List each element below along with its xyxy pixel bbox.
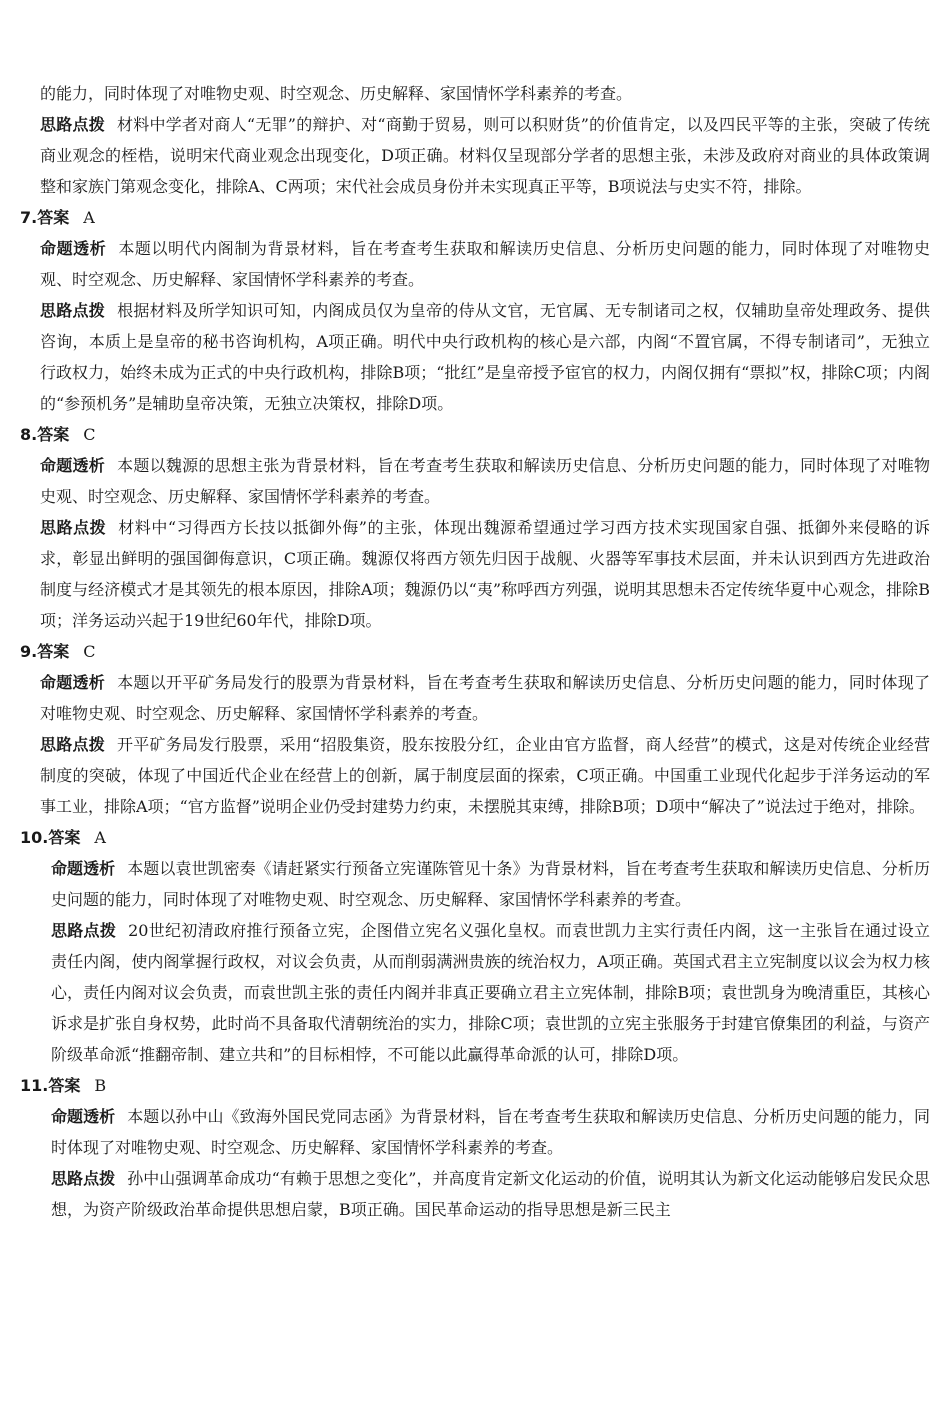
toushi-paragraph <box>20 233 930 295</box>
toushi-label: 命题透析 <box>40 456 106 475</box>
silu-paragraph <box>20 295 930 419</box>
silu-label: 思路点拨 <box>40 115 105 134</box>
toushi-label: 命题透析 <box>51 859 116 878</box>
silu-label: 思路点拨 <box>51 921 117 940</box>
intro-silu-paragraph <box>20 109 930 202</box>
answer-line <box>20 1070 930 1101</box>
silu-text: 20世纪初清政府推行预备立宪，企图借立宪名义强化皇权。而袁世凯力主实行责任内阁，这一主张旨在通过设立责任内阁，使内阁掌握行政权，对议会负责，从而削弱满洲贵族的统治权力，A项正确。英国式君主立宪制度以议会为权力核心，责任内阁对议会负责，而袁世凯主张的责任内阁并非真正要确立君主立宪体制，排除B项；袁世凯身为晚清重臣，其核心诉求是扩张自身权势，此时尚不具备取代清朝统治的实力，排除C项；袁世凯的立宪主张服务于封建官僚集团的利益，与资产阶级革命派“推翻帝制、建立共和”的目标相悖，不可能以此赢得革命派的认可，排除D项。 <box>51 921 930 1064</box>
silu-label: 思路点拨 <box>40 735 106 754</box>
toushi-label: 命题透析 <box>40 673 106 692</box>
question-11 <box>20 1070 930 1225</box>
toushi-paragraph <box>20 667 930 729</box>
answer-line <box>20 202 930 233</box>
silu-paragraph <box>20 512 930 636</box>
silu-text: 孙中山强调革命成功“有赖于思想之变化”，并高度肯定新文化运动的价值，说明其认为新文化运动能够启发民众思想，为资产阶级政治革命提供思想启蒙，B项正确。国民革命运动的指导思想是新三民主 <box>51 1169 930 1219</box>
toushi-text: 本题以魏源的思想主张为背景材料，旨在考查考生获取和解读历史信息、分析历史问题的能力，同时体现了对唯物史观、时空观念、历史解释、家国情怀学科素养的考查。 <box>40 456 930 506</box>
answer-value: A <box>83 208 95 227</box>
answer-line <box>20 419 930 450</box>
toushi-label: 命题透析 <box>51 1107 116 1126</box>
silu-paragraph <box>20 915 930 1070</box>
question-number: 11. <box>20 1076 49 1095</box>
answer-line <box>20 636 930 667</box>
silu-text: 材料中“习得西方长技以抵御外侮”的主张，体现出魏源希望通过学习西方技术实现国家自强、抵御外来侵略的诉求，彰显出鲜明的强国御侮意识，C项正确。魏源仅将西方领先归因于战舰、火器等军事技术层面，并未认识到西方先进政治制度与经济模式才是其领先的根本原因，排除A项；魏源仍以“夷”称呼西方列强，说明其思想未否定传统华夏中心观念，排除B项；洋务运动兴起于19世纪60年代，排除D项。 <box>40 518 930 630</box>
intro-block <box>20 78 930 202</box>
question-7 <box>20 202 930 419</box>
question-number: 9. <box>20 642 38 661</box>
silu-label: 思路点拨 <box>51 1169 116 1188</box>
question-number: 7. <box>20 208 38 227</box>
toushi-paragraph <box>20 853 930 915</box>
question-number: 8. <box>20 425 38 444</box>
question-10 <box>20 822 930 1070</box>
toushi-text: 本题以明代内阁制为背景材料，旨在考查考生获取和解读历史信息、分析历史问题的能力，同时体现了对唯物史观、时空观念、历史解释、家国情怀学科素养的考查。 <box>40 239 930 289</box>
answer-label: 答案 <box>48 1076 81 1095</box>
silu-paragraph <box>20 1163 930 1225</box>
silu-text: 开平矿务局发行股票，采用“招股集资，股东按股分红，企业由官方监督，商人经营”的模式，这是对传统企业经营制度的突破，体现了中国近代企业在经营上的创新，属于制度层面的探索，C项正确。中国重工业现代化起步于洋务运动的军事工业，排除A项；“官方监督”说明企业仍受封建势力约束，未摆脱其束缚，排除B项；D项中“解决了”说法过于绝对，排除。 <box>40 735 930 816</box>
answer-value: B <box>94 1076 107 1095</box>
silu-text: 根据材料及所学知识可知，内阁成员仅为皇帝的侍从文官，无官属、无专制诸司之权，仅辅助皇帝处理政务、提供咨询，本质上是皇帝的秘书咨询机构，A项正确。明代中央行政机构的核心是六部，内阁“不置官属，不得专制诸司”，无独立行政权力，始终未成为正式的中央行政机构，排除B项；“批红”是皇帝授予宦官的权力，内阁仅拥有“票拟”权，排除C项；内阁的“参预机务”是辅助皇帝决策，无独立决策权，排除D项。 <box>40 301 930 413</box>
answer-label: 答案 <box>37 642 70 661</box>
answer-label: 答案 <box>37 425 70 444</box>
answer-line <box>20 822 930 853</box>
answer-value: C <box>83 642 96 661</box>
intro-continuation: 的能力，同时体现了对唯物史观、时空观念、历史解释、家国情怀学科素养的考查。 <box>40 84 633 103</box>
toushi-paragraph <box>20 1101 930 1163</box>
silu-text: 材料中学者对商人“无罪”的辩护、对“商勤于贸易，则可以积财货”的价值肯定，以及四民平等的主张，突破了传统商业观念的桎梏，说明宋代商业观念出现变化，D项正确。材料仅呈现部分学者的思想主张，未涉及政府对商业的具体政策调整和家族门第观念变化，排除A、C两项；宋代社会成员身份并未实现真正平等，B项说法与史实不符，排除。 <box>40 115 930 196</box>
answer-value: A <box>94 828 106 847</box>
answer-analysis-page <box>20 78 930 1225</box>
silu-label: 思路点拨 <box>40 518 107 537</box>
silu-label: 思路点拨 <box>40 301 106 320</box>
question-9 <box>20 636 930 822</box>
silu-paragraph <box>20 729 930 822</box>
answer-label: 答案 <box>37 208 70 227</box>
toushi-text: 本题以开平矿务局发行的股票为背景材料，旨在考查考生获取和解读历史信息、分析历史问题的能力，同时体现了对唯物史观、时空观念、历史解释、家国情怀学科素养的考查。 <box>40 673 930 723</box>
question-number: 10. <box>20 828 49 847</box>
toushi-label: 命题透析 <box>40 239 107 258</box>
answer-label: 答案 <box>48 828 81 847</box>
toushi-text: 本题以袁世凯密奏《请赶紧实行预备立宪谨陈管见十条》为背景材料，旨在考查考生获取和解读历史信息、分析历史问题的能力，同时体现了对唯物史观、时空观念、历史解释、家国情怀学科素养的考查。 <box>51 859 930 909</box>
toushi-paragraph <box>20 450 930 512</box>
toushi-text: 本题以孙中山《致海外国民党同志函》为背景材料，旨在考查考生获取和解读历史信息、分析历史问题的能力，同时体现了对唯物史观、时空观念、历史解释、家国情怀学科素养的考查。 <box>51 1107 930 1157</box>
answer-value: C <box>83 425 96 444</box>
question-8 <box>20 419 930 636</box>
